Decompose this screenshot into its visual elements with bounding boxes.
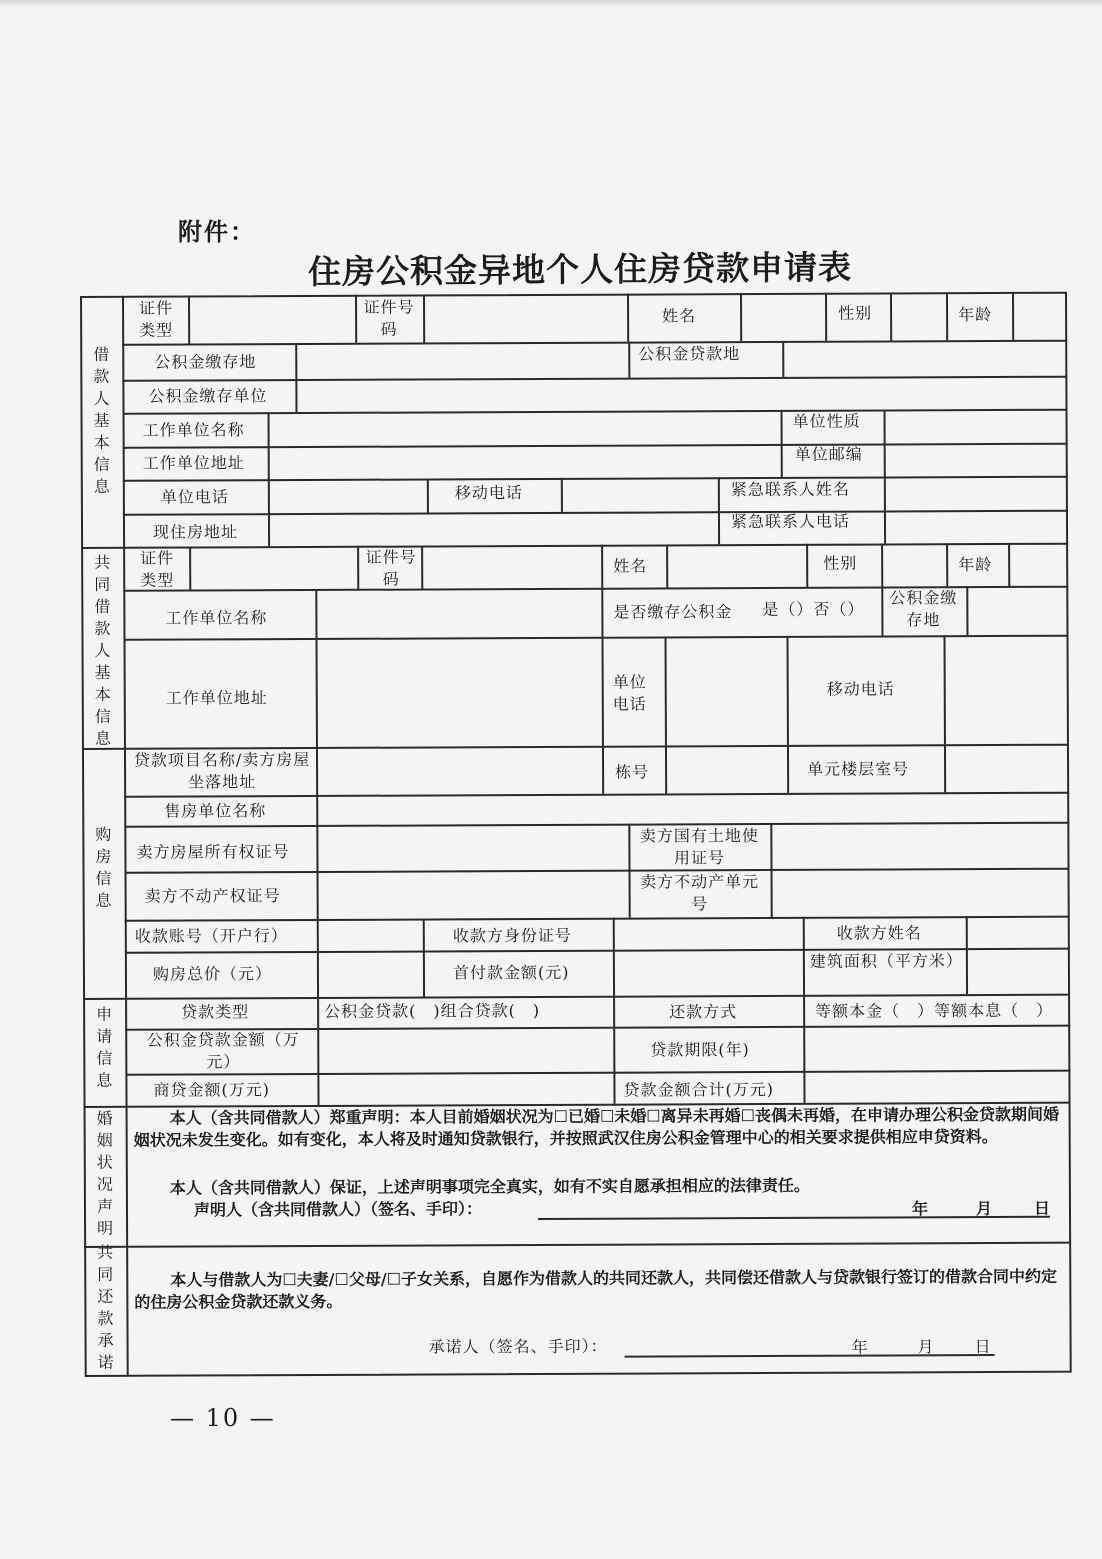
- borrower-gender-label: 性别: [838, 303, 873, 323]
- borrower-name-label: 姓名: [662, 306, 697, 326]
- borrower-emergency-name-label: 紧急联系人姓名: [730, 479, 850, 500]
- borrower-loan-place-label: 公积金贷款地: [638, 344, 741, 364]
- borrower-unit-postcode-label: 单位邮编: [794, 444, 863, 464]
- borrower-age-label: 年龄: [958, 305, 993, 325]
- borrower-mobile-label: 移动电话: [454, 483, 523, 503]
- purchase-total-price-label: 购房总价（元）: [152, 964, 273, 984]
- marriage-day: 日: [1033, 1198, 1051, 1218]
- borrower-id-no-label: 证件号码: [363, 297, 415, 339]
- app-loan-term-label: 贷款期限(年): [650, 1040, 750, 1060]
- marriage-year: 年: [911, 1199, 929, 1219]
- purchase-down-payment-label: 首付款金额(元): [452, 962, 570, 983]
- co-repay-year: 年: [851, 1337, 869, 1357]
- purchase-seller-property-unit-label: 卖方不动产单元号: [640, 872, 760, 914]
- app-loan-type-label: 贷款类型: [181, 1002, 250, 1022]
- application-form-table: [80, 292, 1072, 1377]
- co-id-type-label: 证件类型: [140, 548, 175, 590]
- co-gender-label: 性别: [823, 553, 858, 573]
- co-repay-signer-label: 承诺人（签名、手印）：: [428, 1336, 608, 1357]
- co-deposit-question-label: 是否缴存公积金: [613, 602, 733, 622]
- app-commercial-amount-label: 商贷金额(万元): [153, 1080, 271, 1100]
- purchase-floor-area-label: 建筑面积（平方米）: [809, 951, 963, 971]
- form-title: 住房公积金异地个人住房贷款申请表: [307, 247, 853, 292]
- borrower-deposit-place-label: 公积金缴存地: [154, 352, 257, 372]
- app-repay-method-label: 还款方式: [669, 1002, 738, 1022]
- marriage-statement-para2: 本人（含共同借款人）保证，上述声明事项完全真实，如有不实自愿承担相应的法律责任。: [169, 1175, 810, 1198]
- app-repay-options[interactable]: 等额本金（ ）等额本息（ ）: [815, 1000, 1054, 1021]
- co-repay-month: 月: [917, 1337, 935, 1357]
- scan-top-edge: [0, 0, 1102, 8]
- borrower-emergency-phone-label: 紧急联系人电话: [730, 511, 851, 532]
- purchase-payee-name-label: 收款方姓名: [836, 923, 922, 943]
- purchase-project-name-label: 贷款项目名称/卖方房屋坐落地址: [133, 749, 311, 792]
- co-repay-statement: 本人与借款人为☐夫妻/☐父母/☐子女关系，自愿作为借款人的共同还款人，共同偿还借款人与贷款银行签订的借款合同中约定的住房公积金贷款还款义务。: [134, 1266, 1058, 1312]
- marriage-signer-label: 声明人（含共同借款人）（签名、手印）：: [193, 1199, 483, 1220]
- purchase-seller-house-cert-label: 卖方房屋所有权证号: [136, 842, 290, 862]
- purchase-account-label: 收款账号（开户行）: [134, 926, 288, 946]
- section-marriage-label: 婚姻状况声明: [96, 1108, 114, 1238]
- co-id-no-label: 证件号码: [365, 547, 417, 589]
- purchase-seller-unit-label: 售房单位名称: [164, 801, 267, 821]
- borrower-deposit-unit-label: 公积金缴存单位: [148, 386, 268, 406]
- co-work-unit-address-label: 工作单位地址: [165, 688, 268, 708]
- purchase-seller-property-cert-label: 卖方不动产权证号: [144, 886, 281, 906]
- co-repay-day: 日: [974, 1337, 992, 1357]
- marriage-month: 月: [975, 1199, 993, 1219]
- co-deposit-options[interactable]: 是（）否（）: [762, 599, 865, 620]
- page-number: — 10 —: [170, 1404, 276, 1432]
- section-application-label: 申请信息: [96, 1004, 113, 1090]
- purchase-unit-floor-room-label: 单元楼层室号: [807, 759, 910, 779]
- co-name-label: 姓名: [613, 556, 648, 576]
- borrower-work-unit-name-label: 工作单位名称: [142, 420, 245, 440]
- section-borrower-label: 借款人基本信息: [93, 344, 110, 496]
- co-work-unit-name-label: 工作单位名称: [165, 608, 268, 628]
- purchase-building-no-label: 栋号: [615, 762, 650, 782]
- app-loan-type-options[interactable]: 公积金贷款( )组合贷款( ): [324, 1000, 541, 1021]
- marriage-statement-para1: 本人（含共同借款人）郑重声明：本人目前婚姻状况为☐已婚☐未婚☐离异未再婚☐丧偶未再婚，在申请办理公积金贷款期间婚姻状况未发生变化。如有变化，本人将及时通知贷款银行，并按照武汉住房公积金管理中心的相关要求提供相应申贷资料。: [133, 1104, 1060, 1150]
- section-purchase-label: 购房信息: [95, 824, 112, 910]
- attachment-label: 附件：: [178, 218, 256, 246]
- borrower-unit-nature-label: 单位性质: [792, 411, 861, 431]
- purchase-payee-id-label: 收款方身份证号: [452, 925, 572, 946]
- purchase-seller-land-cert-label: 卖方国有土地使用证号: [639, 826, 759, 868]
- borrower-work-unit-address-label: 工作单位地址: [142, 453, 245, 473]
- co-age-label: 年龄: [958, 555, 993, 575]
- borrower-id-type-label: 证件类型: [138, 298, 174, 340]
- co-mobile-label: 移动电话: [826, 679, 895, 699]
- borrower-unit-phone-label: 单位电话: [160, 487, 229, 507]
- section-co-borrower-label: 共同借款人基本信息: [94, 552, 111, 748]
- borrower-home-address-label: 现住房地址: [152, 522, 239, 542]
- co-deposit-place-label: 公积金缴存地: [889, 588, 958, 630]
- app-total-amount-label: 贷款金额合计(万元): [623, 1079, 775, 1100]
- app-pf-amount-label: 公积金贷款金额（万元）: [146, 1030, 300, 1072]
- co-unit-phone-label: 单位电话: [612, 672, 647, 714]
- section-co-repay-label: 共同还款承诺: [97, 1242, 114, 1372]
